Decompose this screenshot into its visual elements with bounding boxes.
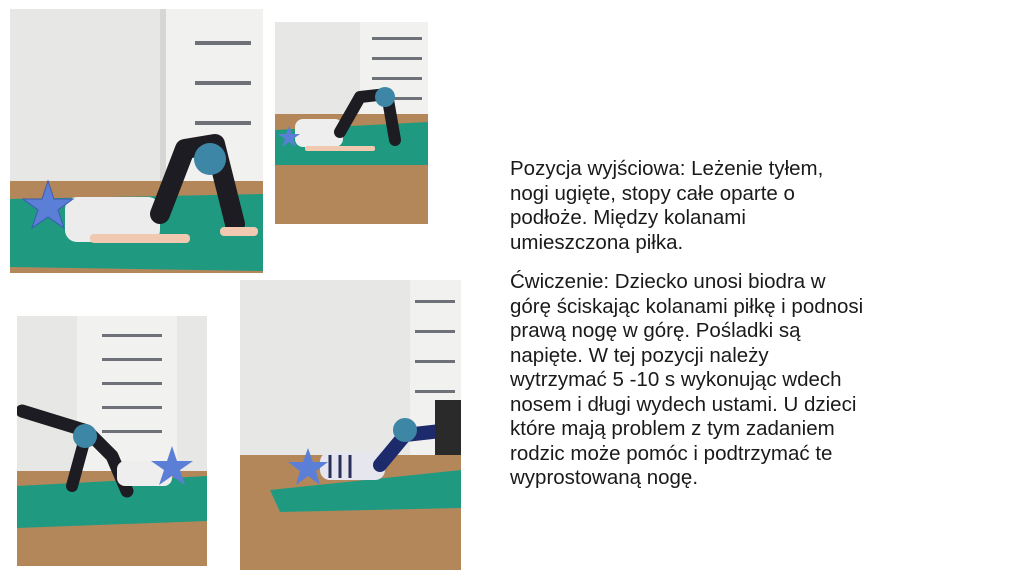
exercise-photo-parent-assisting xyxy=(240,280,461,570)
starting-position-text: Pozycja wyjściowa: Leżenie tyłem, nogi ugięte, stopy całe oparte o podłoże. Między kolanami umieszczona piłka. xyxy=(510,157,824,254)
exercise-description xyxy=(510,157,970,491)
exercise-instructions-text: Ćwiczenie: Dziecko unosi biodra w górę ściskając kolanami piłkę i podnosi prawą nogę w górę. Pośladki są napięte. W tej pozycji należy wytrzymać 5 -10 s wykonując wdech nosem i długi wydech ustami. U dzieci które mają problem z tym zadaniem rodzic może pomóc i podtrzymać te wyprostowaną nogę. xyxy=(510,270,864,489)
exercise-photo-leg-raised xyxy=(17,316,207,566)
exercise-photo-bridge xyxy=(275,22,428,224)
exercise-photo-start-position xyxy=(10,9,263,273)
